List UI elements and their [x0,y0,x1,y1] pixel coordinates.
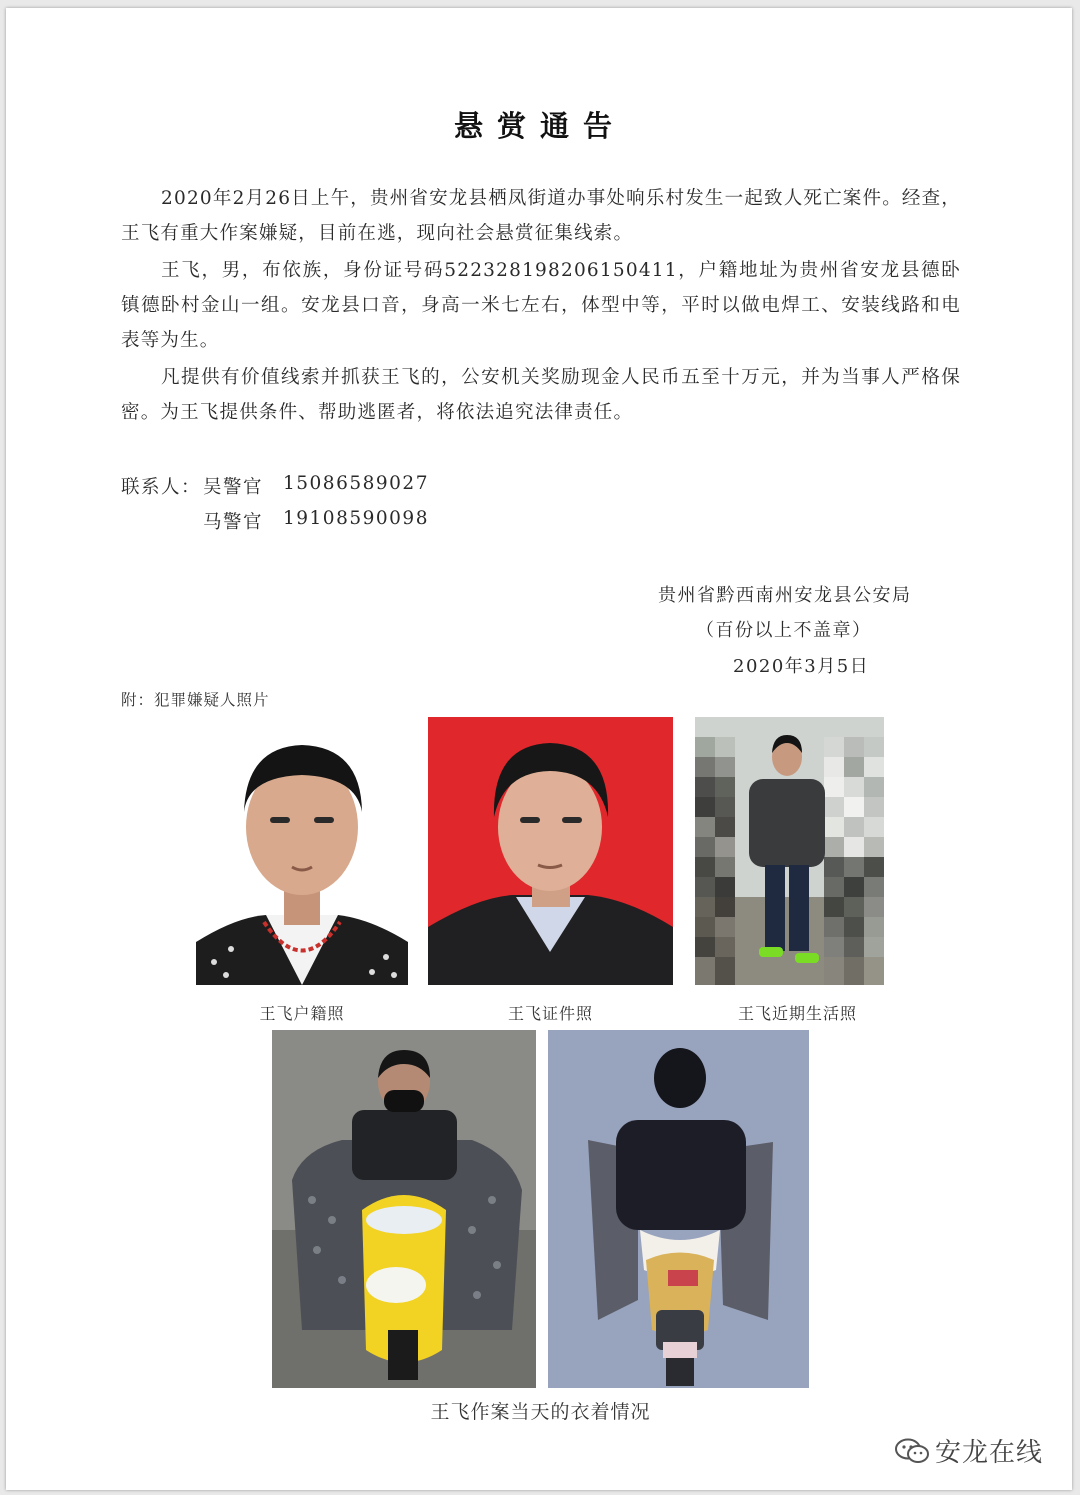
contact-phone-2: 19108590098 [283,508,429,529]
cctv-front-photo [272,1030,536,1388]
contact-phone-1: 15086589027 [283,473,429,494]
notice-title: 悬赏通告 [453,109,626,143]
recent-life-photo [695,717,884,985]
id-photo [428,717,673,985]
issuer: 贵州省黔西南州安龙县公安局 [658,585,912,606]
household-photo [196,717,408,985]
paragraph-suspect: 王飞，男，布依族，身份证号码522328198206150411，户籍地址为贵州省安龙县德卧镇德卧村金山一组。安龙县口音，身高一米七左右，体型中等，平时以做电焊工、安装线路和电表等为生。 [121,260,961,351]
watermark-text: 安龙在线 [935,1438,1044,1468]
cctv-rear-photo [548,1030,809,1388]
attachment-label: 附：犯罪嫌疑人照片 [121,691,270,709]
issuer-note: （百份以上不盖章） [696,620,872,641]
contact-name-1: 吴警官 [203,477,264,498]
caption-cctv-photos: 王飞作案当天的衣着情况 [430,1401,651,1423]
caption-recent-photo: 王飞近期生活照 [737,1004,857,1023]
contact-label: 联系人： [121,477,202,498]
paragraph-case: 2020年2月26日上午，贵州省安龙县栖凤街道办事处响乐村发生一起致人死亡案件。经查，王飞有重大作案嫌疑，目前在逃，现向社会悬赏征集线索。 [121,188,961,244]
contact-name-2: 马警官 [203,512,264,533]
caption-id-photo: 王飞证件照 [507,1004,593,1023]
paragraph-reward: 凡提供有价值线索并抓获王飞的，公安机关奖励现金人民币五至十万元，并为当事人严格保密。为王飞提供条件、帮助逃匿者，将依法追究法律责任。 [121,367,961,423]
issue-date: 2020年3月5日 [733,656,870,677]
wechat-icon [895,1438,929,1464]
caption-household-photo: 王飞户籍照 [259,1004,345,1023]
